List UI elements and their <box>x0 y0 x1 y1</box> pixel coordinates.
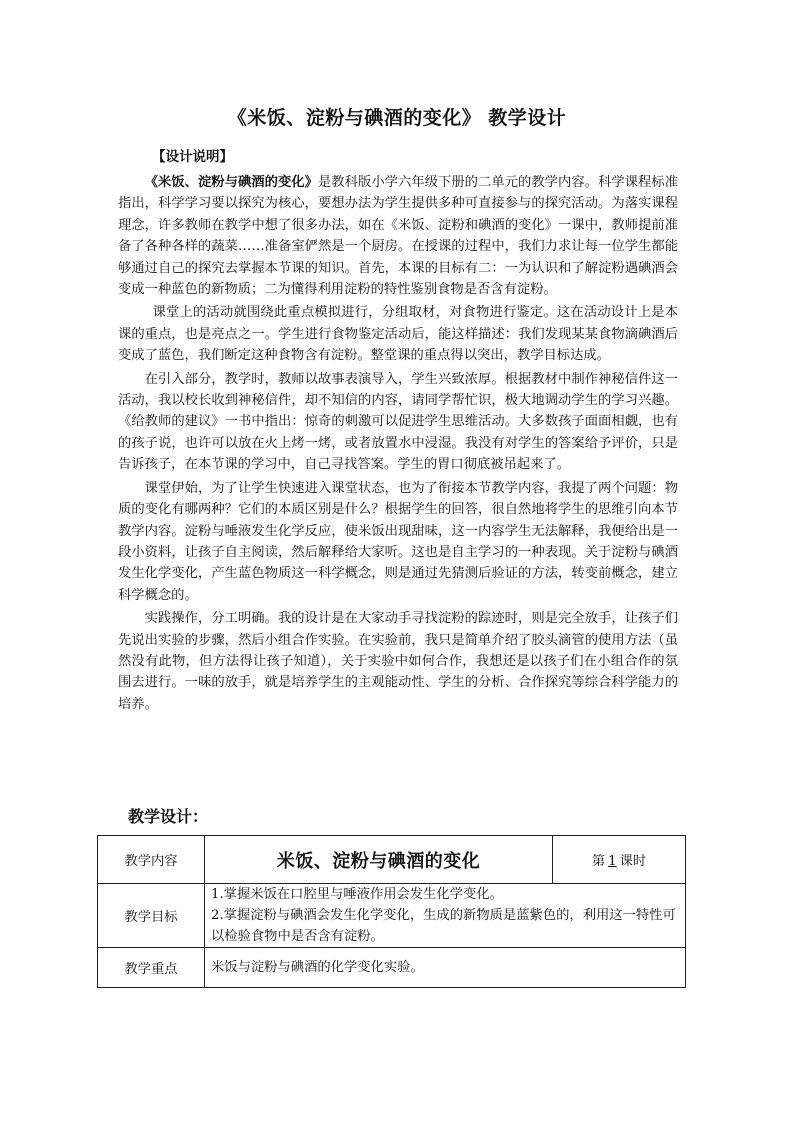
lesson-suffix: 课时 <box>619 854 647 869</box>
objective-1: 1.掌握米饭在口腔里与唾液作用会发生化学变化。 <box>211 887 503 902</box>
row-label-content: 教学内容 <box>98 836 205 884</box>
objective-2: 2.掌握淀粉与碘酒会发生化学变化，生成的新物质是蓝紫色的，利用这一特性可以检验食物中是否含有淀粉。 <box>211 908 676 944</box>
lesson-plan-table <box>97 835 686 988</box>
paragraph-1-text: 是教科版小学六年级下册的二单元的教学内容。科学课程标准指出，科学学习要以探究为核心，要想办法为学生提供多种可直接参与的探究活动。为落实课程理念，许多教师在教学中想了很多办法，如在《米饭、淀粉和碘酒的变化》一课中，教师提前准备了各种各样的蔬菜……准备室俨然是一个厨房。在授课的过程中，我们力求让每一位学生都能够通过自己的探究去掌握本节课的知识。首先，本课的目标有二：一为认识和了解淀粉遇碘酒会变成一种蓝色的新物质；二为懂得利用淀粉的特性鉴别食物是否含有淀粉。 <box>118 175 679 298</box>
section-label-design-notes: 【设计说明】 <box>152 149 233 165</box>
teaching-design-label: 教学设计： <box>128 807 209 826</box>
lesson-number <box>553 836 686 884</box>
table-row <box>98 884 686 948</box>
paragraph-1 <box>118 172 678 300</box>
table-row <box>98 836 686 884</box>
paragraph-5: 实践操作，分工明确。我的设计是在大家动手寻找淀粉的踪迹时，则是完全放手，让孩子们先说出实验的步骤，然后小组合作实验。在实验前，我只是简单介绍了胶头滴管的使用方法（虽然没有此物，但方法得让孩子知道），关于实验中如何合作，我想还是以孩子们在小组合作的氛围去进行。一味的放手，就是培养学生的主观能动性、学生的分析、合作探究等综合科学能力的培养。 <box>118 611 678 712</box>
paragraph-4: 课堂伊始，为了让学生快速进入课堂状态，也为了衔接本节教学内容，我提了两个问题：物质的变化有哪两种？它们的本质区别是什么？根据学生的回答，很自然地将学生的思维引向本节教学内容。淀粉与唾液发生化学反应，使米饭出现甜味，这一内容学生无法解释，我便给出是一段小资料，让孩子自主阅读，然后解释给大家听。这也是自主学习的一种表现。关于淀粉与碘酒发生化学变化，产生蓝色物质这一科学概念，则是通过先猜测后验证的方法，转变前概念，建立科学概念的。 <box>118 480 678 603</box>
paragraph-1-lead: 《米饭、淀粉与碘酒的变化》 <box>144 175 318 190</box>
key-points-cell: 米饭与淀粉与碘酒的化学变化实验。 <box>205 948 686 988</box>
document-title: 《米饭、淀粉与碘酒的变化》 教学设计 <box>227 107 567 129</box>
objectives-cell <box>205 884 686 948</box>
lesson-topic: 米饭、淀粉与碘酒的变化 <box>205 836 553 884</box>
row-label-key-points: 教学重点 <box>98 948 205 988</box>
row-label-objectives: 教学目标 <box>98 884 205 948</box>
design-notes-body <box>118 172 678 717</box>
lesson-num: 1 <box>608 854 617 869</box>
lesson-prefix: 第 <box>591 854 606 869</box>
paragraph-2: 课堂上的活动就围绕此重点模拟进行，分组取材，对食物进行鉴定。这在活动设计上是本课的重点，也是亮点之一。学生进行食物鉴定活动后，能这样描述：我们发现某某食物滴碘酒后变成了蓝色，我们断定这种食物含有淀粉。整堂课的重点得以突出，教学目标达成。 <box>118 305 678 364</box>
table-row <box>98 948 686 988</box>
paragraph-3: 在引入部分，教学时，教师以故事表演导入，学生兴致浓厚。根据教材中制作神秘信件这一活动，我以校长收到神秘信件，却不知信的内容，请同学帮忙识，极大地调动学生的学习兴趣。《给教师的建议》一书中指出：惊奇的刺激可以促进学生思维活动。大多数孩子面面相觑，也有的孩子说，也许可以放在火上烤一烤，或者放置水中浸湿。我没有对学生的答案给予评价，只是告诉孩子，在本节课的学习中，自己寻找答案。学生的胃口彻底被吊起来了。 <box>118 371 678 473</box>
